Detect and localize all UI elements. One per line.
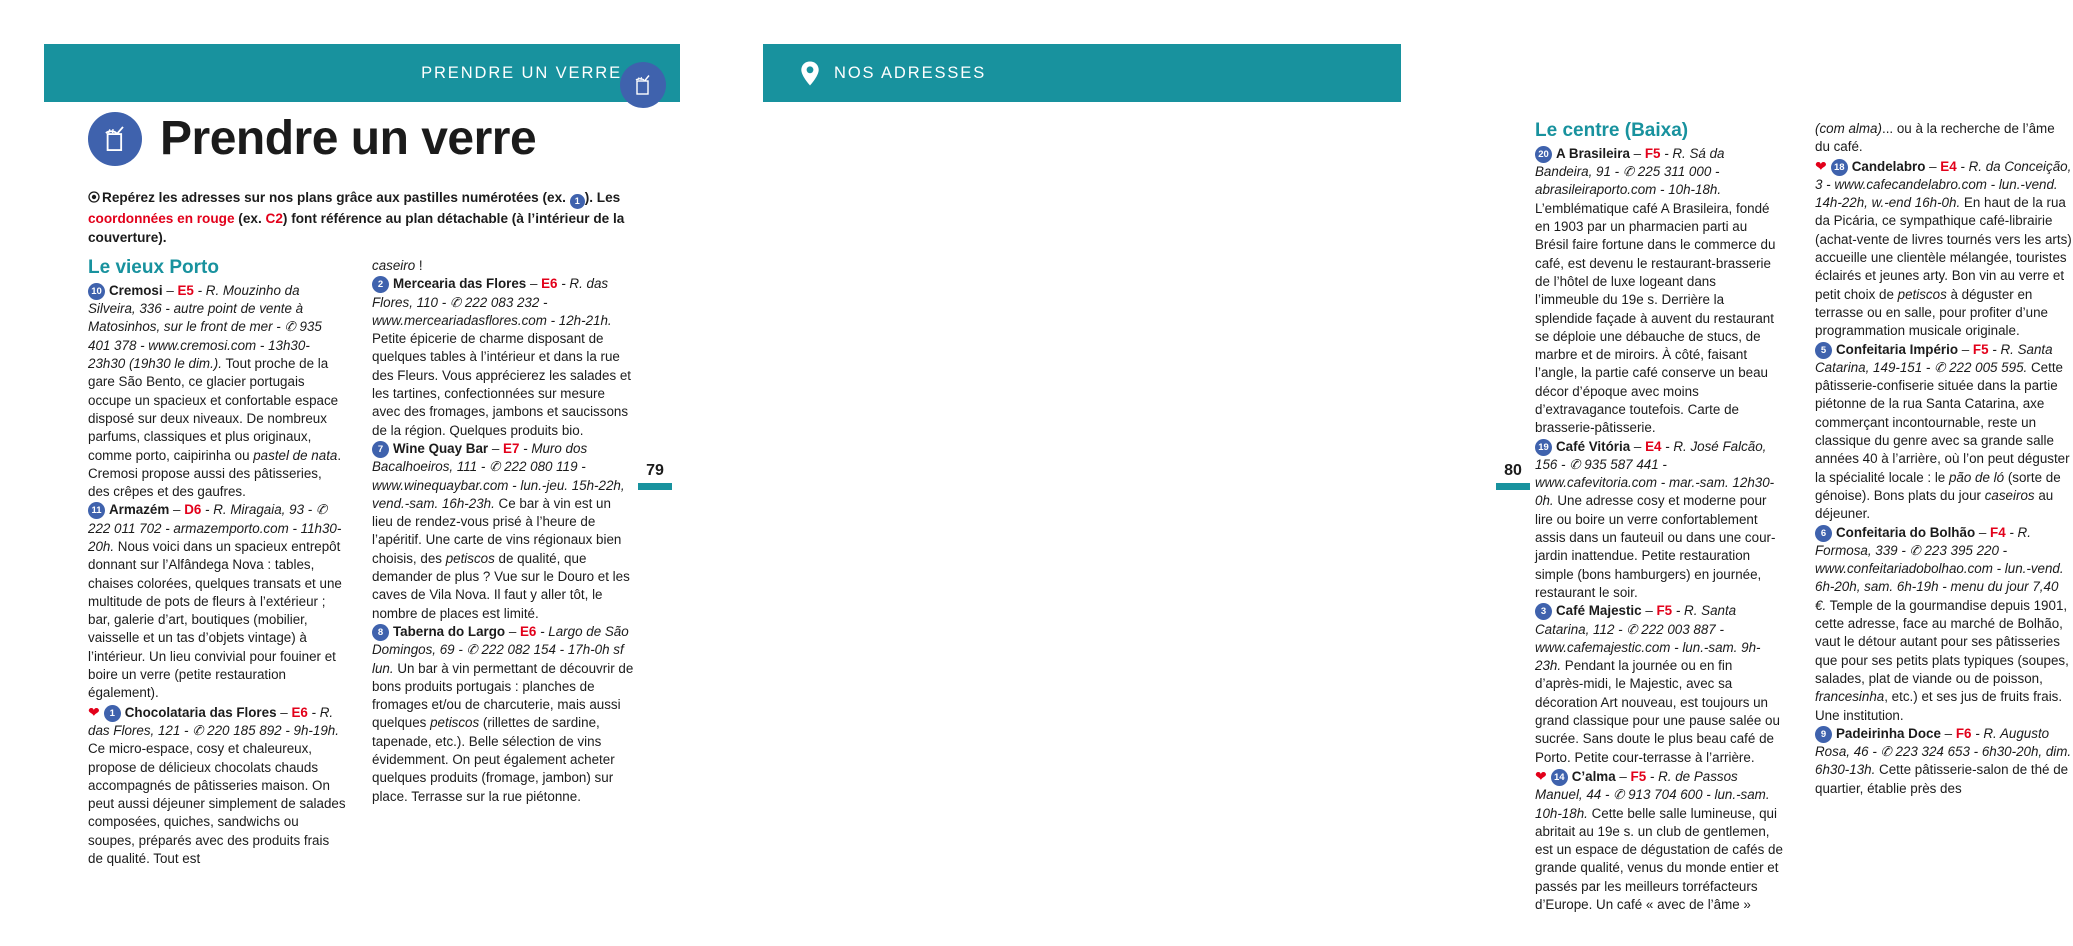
entry-map-code: E4 xyxy=(1645,438,1662,454)
entry-details-2: . xyxy=(2023,359,2028,375)
heart-icon: ❤ xyxy=(1815,157,1827,174)
entry-calma-continued xyxy=(1815,120,2073,157)
entry-number: 10 xyxy=(88,283,105,300)
heart-icon: ❤ xyxy=(1535,767,1547,784)
entry-body-emphasis: (com alma) xyxy=(1815,121,1882,136)
entry-map-code: F5 xyxy=(1656,603,1673,619)
entry-details: - R. Miragaia, 93 - xyxy=(201,502,316,518)
entry-body: Nous voici dans un spacieux entrepôt donnant sur l’Alfândega Nova : tables, chaises colorées, quelques transats et une multitude de pots de fleurs à l’extérieur ; bar, galerie d’art, boutiques (mobilier, vaisselle et un tas d’objets vintage) à l’intérieur. Un lieu convivial pour fouiner et boire un verre (petite restauration également). xyxy=(88,539,342,701)
phone-icon: ✆ xyxy=(1626,621,1642,637)
entry-confeitaria-imperio: 5 Confeitaria Império – F5 - R. Santa Catarina, 149-151 - ✆ 222 005 595. Cette pâtisserie-confiserie située dans la partie piétonne de la rua Santa Catarina, axe commerçant incontournable, reste un classique du genre avec sa grande salle années 40 à l’arrière, où l’on peut déguster la spécialité locale : le pão de ló (sorte de génoise). Bons plats du jour caseiros au déjeuner. xyxy=(1815,341,2070,522)
entry-number: 3 xyxy=(1535,603,1552,620)
entry-wine-quay-bar: 7 Wine Quay Bar – E7 - Muro dos Bacalhoeiros, 111 - ✆ 222 080 119 - www.winequaybar.com - lun.-jeu. 15h-22h, vend.-sam. 16h-23h. Ce bar à vin est un lieu de rendez-vous prisé à l’heure de l’apéritif. Une carte de vins régionaux bien choisis, des petiscos de qualité, que demander de plus ? Vue sur le Douro et les caves de Vila Nova. Il faut y aller tôt, le nombre de places est limité. xyxy=(372,440,630,621)
entry-name: Confeitaria do Bolhão xyxy=(1836,524,1976,540)
phone-icon: ✆ xyxy=(1569,456,1585,472)
entry-details: - R. da Conceição, 3 - www.cafecandelabro.com - lun.-vend. 14h-22h, w.-end 16h-0h. xyxy=(1815,158,2072,211)
entry-map-code: E6 xyxy=(291,704,308,720)
phone-icon: ✆ xyxy=(489,459,505,475)
left-page-header xyxy=(44,44,680,102)
map-pin-icon xyxy=(799,60,821,87)
entry-cafe-majestic: 3 Café Majestic – F5 - R. Santa Catarina, 112 - ✆ 222 003 887 - www.cafemajestic.com - lun.-sam. 9h-23h. Pendant la journée ou en fin d’après-midi, le Majestic, avec sa décoration Art nouveau, est toujours un grand classique pour une pause salée ou sucrée. Sans doute le plus beau café de Porto. Petite cour-terrasse à l’arrière. xyxy=(1535,603,1780,765)
entry-chocolataria-continued xyxy=(372,257,634,275)
page-number-left-value: 79 xyxy=(646,462,664,479)
entry-number: 20 xyxy=(1535,146,1552,163)
entry-details: - R. Mouzinho da Silveira, 336 - autre point de vente à Matosinhos, sur le front de mer - xyxy=(88,282,304,335)
entry-phone: 220 185 892 xyxy=(207,722,282,738)
drink-icon xyxy=(620,62,666,108)
entry-body-a: Cette pâtisserie-confiserie située dans la partie piétonne de la rua Santa Catarina, axe commerçant incontournable, reste un classique du genre avec sa grande salle années 40 à l’arrière, où l’on peut déguster la spécialité locale : le xyxy=(1815,359,2070,485)
entry-number: 6 xyxy=(1815,525,1832,542)
entry-taberna-do-largo: 8 Taberna do Largo – E6 - Largo de São Domingos, 69 - ✆ 222 082 154 - 17h-0h sf lun. Un bar à vin permettant de découvrir de bons produits portugais : planches de fromages et/ou de charcuterie, mais aussi quelques petiscos (rillettes de sardine, tapenade, etc.). Belle sélection de vins évidemment. On peut également acheter quelques produits (fromage, jambon) sur place. Terrasse sur la rue piétonne. xyxy=(372,623,634,804)
entry-details-2: - www.cafemajestic.com - lun.-sam. 9h-23h. xyxy=(1535,621,1761,674)
entry-body-b: de qualité, que demander de plus ? Vue sur le Douro et les caves de Vila Nova. Il faut y aller tôt, le nombre de places est limité. xyxy=(372,550,630,621)
intro-note xyxy=(88,188,636,248)
entry-phone: 225 311 000 xyxy=(1637,164,1712,180)
phone-icon: ✆ xyxy=(1934,359,1950,375)
entry-phone: 223 324 653 xyxy=(1895,744,1970,760)
page-number-right-value: 80 xyxy=(1504,462,1522,479)
right-page xyxy=(723,0,2072,946)
entry-cafe-vitoria: 19 Café Vitória – E4 - R. José Falcão, 156 - ✆ 935 587 441 - www.cafevitoria.com - mar.-sam. 12h30-0h. Une adresse cosy et moderne pour lire ou boire un verre confortablement assis dans un fauteuil ou dans une cour-jardin inattendue. Petite restauration simple (bons hamburgers) en journée, restaurant le soir. xyxy=(1535,438,1776,600)
left-column-2 xyxy=(372,257,634,806)
entry-phone: 935 401 378 xyxy=(88,319,322,353)
entry-details: - R. Augusto Rosa, 46 - xyxy=(1815,725,2050,760)
right-column-2 xyxy=(1815,120,2073,798)
entry-map-code: E6 xyxy=(519,623,537,639)
phone-icon: ✆ xyxy=(1880,744,1896,760)
entry-body: Pendant la journée ou en fin d’après-midi, le Majestic, avec sa décoration Art nouveau, est toujours un grand classique pour une pause salée ou sucrée. Sans doute le plus beau café de Porto. Petite cour-terrasse à l’arrière. xyxy=(1535,658,1780,765)
entry-details: - R. Santa Catarina, 149-151 - xyxy=(1815,341,2053,375)
entry-name: C’alma xyxy=(1571,768,1616,784)
entry-cremosi: 10 Cremosi – E5 - R. Mouzinho da Silveira, 336 - autre point de vente à Matosinhos, sur le front de mer - ✆ 935 401 378 - www.cremosi.com - 13h30-23h30 (19h30 le dim.). Tout proche de la gare São Bento, ce glacier portugais occupe un spacieux et confortable espace disposé sur deux niveaux. De nombreux parfums, classiques et plus originaux, comme porto, caipirinha ou pastel de nata. Cremosi propose aussi des pâtisseries, des crêpes et des gaufres. xyxy=(88,282,342,500)
entry-name: Café Vitória xyxy=(1556,438,1631,454)
entry-name: Wine Quay Bar xyxy=(393,440,489,456)
entry-details-2: - armazemporto.com - 11h30-20h. xyxy=(88,520,342,554)
entry-body-b: (rillettes de sardine, tapenade, etc.). Belle sélection de vins évidemment. On peut également acheter quelques produits (fromage, jambon) sur place. Terrasse sur la rue piétonne. xyxy=(372,715,615,804)
entry-body-emphasis: francesinha xyxy=(1815,689,1885,705)
entry-phone: 222 082 154 xyxy=(481,642,556,658)
entry-name: Taberna do Largo xyxy=(393,623,506,639)
entry-body-b: ... ou à la recherche de l’âme du café. xyxy=(1815,121,2055,155)
entry-body-emphasis: pão de ló xyxy=(1948,469,2005,485)
phone-icon: ✆ xyxy=(1622,164,1638,180)
entry-details: - R. Santa Catarina, 112 - xyxy=(1535,603,1737,637)
entry-a-brasileira: 20 A Brasileira – F5 - R. Sá da Bandeira, 91 - ✆ 225 311 000 - abrasileiraporto.com - 10h-18h. L’emblématique café A Brasileira, fondé en 1903 par un pharmacien parti au Brésil faire fortune dans le commerce du café, est devenu le restaurant-brasserie de l’hôtel de luxe logeant dans l’immeuble du 19e s. Derrière la splendide façade à auvent du restaurant se déploie une débauche de stucs, de marbre et de miroirs. À côté, faisant l’angle, la partie café conserve un beau décor d’époque avec moins d’extravagance toutefois. Carte de brasserie-pâtisserie. xyxy=(1535,145,1776,436)
entry-number: 8 xyxy=(372,624,389,641)
phone-icon: ✆ xyxy=(284,319,300,335)
entry-map-code: D6 xyxy=(184,502,202,518)
entry-details-2: - 17h-0h sf lun. xyxy=(372,642,624,676)
left-page xyxy=(0,0,722,946)
entry-body-a: Cette belle salle lumineuse, qui abritait au 19e s. un club de gentlemen, est un espace de dégustation de cafés de grande qualité, venus du monde entier et passés par les meilleurs torréfacteurs d’Europe. Un café « avec de l’âme » xyxy=(1535,805,1783,913)
entry-name: Armazém xyxy=(109,502,170,518)
section-heading-vieux-porto: Le vieux Porto xyxy=(88,257,219,278)
entry-details: - R. Formosa, 339 - xyxy=(1815,524,2031,558)
entry-body-a: En haut de la rua da Picária, ce sympathique café-librairie (achat-vente de livres tournés vers les arts) accueille une clientèle mélangée, touristes éclairés et jeunes arty. Bon vin au verre et petit choix de xyxy=(1815,195,2072,302)
entry-body-emphasis: pastel de nata xyxy=(253,447,338,463)
entry-number: 7 xyxy=(372,441,389,458)
entry-details-2: - 9h-19h. xyxy=(281,722,339,738)
entry-details-2: - www.winequaybar.com - lun.-jeu. 15h-22h, vend.-sam. 16h-23h. xyxy=(372,459,625,511)
entry-number: 2 xyxy=(372,276,389,293)
entry-body-c: au déjeuner. xyxy=(1815,487,2054,522)
entry-map-code: E6 xyxy=(541,276,558,292)
entry-body: Petite épicerie de charme disposant de quelques tables à l’intérieur et dans la rue des Fleurs. Vous apprécierez les salades et les tartines, confectionnées sur mesure avec des fromages, jambons et saucissons de la région. Quelques produits bio. xyxy=(372,331,632,438)
entry-calma: ❤ 14 C’alma – F5 - R. de Passos Manuel, 44 - ✆ 913 704 600 - lun.-sam. 10h-18h. Cette belle salle lumineuse, qui abritait au 19e s. un club de gentlemen, est un espace de dégustation de cafés de grande qualité, venus du monde entier et passés par les meilleurs torréfacteurs d’Europe. Un café « avec de l’âme » xyxy=(1535,767,1783,913)
entry-body-a: Ce bar à vin est un lieu de rendez-vous prisé à l’heure de l’apéritif. Une carte de vins régionaux bien choisis, des xyxy=(372,495,622,566)
entry-phone: 222 083 232 xyxy=(464,294,540,310)
intro-line1-b: ). xyxy=(584,190,594,205)
entry-number: 19 xyxy=(1535,439,1552,456)
phone-icon: ✆ xyxy=(449,294,465,310)
section-heading-le-centre: Le centre (Baixa) xyxy=(1535,120,1689,141)
entry-map-code: F5 xyxy=(1972,341,1989,357)
right-header-title: NOS ADRESSES xyxy=(834,63,987,82)
entry-name: Confeitaria Império xyxy=(1836,341,1959,357)
entry-map-code: F6 xyxy=(1955,725,1972,741)
entry-name: Cremosi xyxy=(109,282,163,298)
heart-icon: ❤ xyxy=(88,703,100,720)
phone-icon: ✆ xyxy=(192,722,208,738)
entry-map-code: E4 xyxy=(1940,158,1957,174)
entry-chocolataria-das-flores: ❤ 1 Chocolataria das Flores – E6 - R. das Flores, 121 - ✆ 220 185 892 - 9h-19h. Ce micro-espace, cosy et chaleureux, propose de délicieux chocolats chauds accompagnés de pâtisseries maison. On peut aussi déjeuner simplement de salades composées, quiches, sandwichs ou soupes, préparés avec des produits frais de qualité. Tout est xyxy=(88,703,346,867)
left-header-title: PRENDRE UN VERRE xyxy=(421,63,622,82)
entry-map-code: E5 xyxy=(177,282,194,298)
phone-icon: ✆ xyxy=(1613,787,1629,803)
entry-map-code: F5 xyxy=(1644,145,1661,161)
entry-body-a: Un bar à vin permettant de découvrir de bons produits portugais : planches de fromages et/ou de charcuterie, mais aussi quelques xyxy=(372,660,634,731)
entry-body-b: , etc.) et ses jus de fruits frais. Une institution. xyxy=(1815,689,2063,723)
entry-details-2: - lun.-sam. 10h-18h. xyxy=(1535,787,1770,821)
entry-details: - R. de Passos Manuel, 44 - xyxy=(1535,768,1738,803)
entry-body-b: à déguster en terrasse ou en salle, pour profiter d’une programmation musicale originale. xyxy=(1815,286,2048,339)
entry-number: 1 xyxy=(104,705,121,722)
entry-details-2: - abrasileiraporto.com - 10h-18h. xyxy=(1535,164,1722,198)
entry-body-a: Temple de la gourmandise depuis 1901, cette adresse, face au marché de Bolhão, vaut le détour autant pour ses pâtisseries que pour ses petits plats typiques (soupes, salades, plat de viande ou de poisson, xyxy=(1815,597,2069,686)
intro-line2-a: Les xyxy=(596,190,621,205)
entry-phone: 223 395 220 xyxy=(1924,542,1999,558)
page-number-left xyxy=(636,462,674,490)
page-title-row xyxy=(88,112,536,166)
entry-phone: 222 003 887 xyxy=(1641,621,1716,637)
page-number-right-rule xyxy=(1496,483,1530,490)
entry-details: - R. José Falcão, 156 - xyxy=(1535,438,1767,472)
left-column-1 xyxy=(88,257,346,868)
entry-body-b: (sorte de génoise). Bons plats du jour xyxy=(1815,469,2061,503)
entry-map-code: F5 xyxy=(1630,768,1647,784)
phone-icon: ✆ xyxy=(1909,542,1925,558)
entry-number: 11 xyxy=(88,502,105,519)
entry-name: Candelabro xyxy=(1851,158,1926,174)
entry-body-emphasis: petiscos xyxy=(430,715,480,731)
entry-body: Cette pâtisserie-salon de thé de quartier, établie près des xyxy=(1815,762,2069,796)
entry-details-2: - www.merceariadasflores.com - 12h-21h. xyxy=(372,294,612,328)
entry-details: - R. Sá da Bandeira, 91 - xyxy=(1535,145,1725,180)
intro-pastille: 1 xyxy=(570,194,585,209)
entry-phone: 222 005 595 xyxy=(1949,359,2024,375)
entry-map-code: E7 xyxy=(503,440,520,456)
entry-phone: 935 587 441 xyxy=(1584,456,1659,472)
page-title: Prendre un verre xyxy=(160,112,537,165)
entry-details-2: - 6h30-20h, dim. 6h30-13h. xyxy=(1815,744,2072,778)
entry-number: 9 xyxy=(1815,726,1832,743)
entry-confeitaria-do-bolhao: 6 Confeitaria do Bolhão – F4 - R. Formosa, 339 - ✆ 223 395 220 - www.confeitariadobolhao.com - lun.-vend. 6h-20h, sam. 6h-19h - menu du jour 7,40 €. Temple de la gourmandise depuis 1901, cette adresse, face au marché de Bolhão, vaut le détour autant pour ses pâtisseries que pour ses petits plats typiques (soupes, salades, plat de viande ou de poisson, francesinha, etc.) et ses jus de fruits frais. Une institution. xyxy=(1815,524,2069,723)
phone-icon: ✆ xyxy=(466,642,482,658)
entry-name: Mercearia das Flores xyxy=(393,276,527,292)
entry-phone: 222 011 702 xyxy=(88,520,162,536)
entry-body-emphasis: petiscos xyxy=(445,550,495,566)
entry-number: 5 xyxy=(1815,342,1832,359)
entry-details: - R. das Flores, 110 - xyxy=(372,276,609,310)
intro-code-example: C2 xyxy=(265,211,283,226)
entry-body-emphasis: caseiro xyxy=(372,258,416,273)
entry-details: - Largo de São Domingos, 69 - xyxy=(372,623,629,658)
entry-details-2: - www.cremosi.com - 13h30-23h30 (19h30 le dim.). xyxy=(88,337,310,372)
entry-details: - Muro dos Bacalhoeiros, 111 - xyxy=(372,440,588,475)
entry-body: Ce micro-espace, cosy et chaleureux, propose de délicieux chocolats chauds accompagnés de pâtisseries maison. On peut aussi déjeuner simplement de salades composées, quiches, sandwichs ou soupes, préparés avec des produits frais de qualité. Tout est xyxy=(88,741,346,867)
right-page-header xyxy=(763,44,1401,102)
entry-candelabro: ❤ 18 Candelabro – E4 - R. da Conceição, 3 - www.cafecandelabro.com - lun.-vend. 14h-22h, w.-end 16h-0h. En haut de la rua da Picária, ce sympathique café-librairie (achat-vente de livres tournés vers les arts) accueille une clientèle mélangée, touristes éclairés et jeunes arty. Bon vin au verre et petit choix de petiscos à déguster en terrasse ou en salle, pour profiter d’une programmation musicale originale. xyxy=(1815,157,2072,339)
phone-icon: ✆ xyxy=(315,502,328,518)
entry-armazem: 11 Armazém – D6 - R. Miragaia, 93 - ✆ 222 011 702 - armazemporto.com - 11h30-20h. Nous voici dans un spacieux entrepôt donnant sur l’Alfândega Nova : tables, chaises colorées, quelques transats et une multitude de pots de fleurs à l’extérieur ; bar, galerie d’art, boutiques (mobilier, vaisselle et un tas d’objets vintage) à l’intérieur. Un lieu convivial pour fouiner et boire un verre (petite restauration également). xyxy=(88,502,342,701)
eye-icon xyxy=(88,189,100,208)
entry-name: Chocolataria das Flores xyxy=(124,704,277,720)
entry-padeirinha-doce: 9 Padeirinha Doce – F6 - R. Augusto Rosa, 46 - ✆ 223 324 653 - 6h30-20h, dim. 6h30-13h. Cette pâtisserie-salon de thé de quartier, établie près des xyxy=(1815,725,2072,796)
entry-number: 14 xyxy=(1551,769,1568,786)
entry-body-emphasis-2: caseiros xyxy=(1984,487,2035,503)
page-number-left-rule xyxy=(638,483,672,490)
entry-body-emphasis: petiscos xyxy=(1897,286,1947,302)
intro-line1-a: Repérez les adresses sur nos plans grâce aux pastilles numérotées (ex. xyxy=(102,190,570,205)
entry-number: 18 xyxy=(1831,159,1848,176)
intro-line2-c: ) font référence au plan détachable (à l’intérieur de la couverture). xyxy=(88,211,625,246)
drink-title-icon xyxy=(88,112,142,166)
entry-name: Padeirinha Doce xyxy=(1836,725,1941,741)
intro-line2-b: (ex. xyxy=(234,211,266,226)
entry-body-a: Tout proche de la gare São Bento, ce glacier portugais occupe un spacieux et confortable espace disposé sur deux niveaux. De nombreux parfums, classiques et plus originaux, comme porto, caipirinha ou xyxy=(88,356,339,463)
entry-body: Une adresse cosy et moderne pour lire ou boire un verre confortablement assis dans un fauteuil ou dans une cour-jardin inattendue. Petite restauration simple (bons hamburgers) en journée, restaurant le soir. xyxy=(1535,493,1776,600)
right-column-1 xyxy=(1535,120,1783,914)
entry-name: A Brasileira xyxy=(1556,145,1630,161)
entry-details-2: - www.cafevitoria.com - mar.-sam. 12h30-0h. xyxy=(1535,456,1775,509)
entry-map-code: F4 xyxy=(1990,524,2006,540)
entry-details-2: - www.confeitariadobolhao.com - lun.-vend. 6h-20h, sam. 6h-19h - menu du jour 7,40 €. xyxy=(1815,542,2064,613)
page-number-right xyxy=(1494,462,1532,490)
entry-phone: 222 080 119 xyxy=(504,459,578,475)
entry-body-a: L’emblématique café A Brasileira, fondé en 1903 par un pharmacien parti au Brésil faire fortune dans le commerce du café, est devenu le restaurant-brasserie de l’hôtel de luxe logeant dans l’immeuble du 19e s. Derrière la splendide façade à auvent du restaurant se déploie une débauche de stucs, de marbre et de miroirs. À côté, faisant l’angle, la partie café conserve un beau décor d’époque avec moins d’extravagance toutefois. Carte de brasserie-pâtisserie. xyxy=(1535,200,1776,436)
intro-red-phrase: coordonnées en rouge xyxy=(88,211,235,226)
entry-body-end: ! xyxy=(415,258,423,273)
entry-details: - R. das Flores, 121 - xyxy=(88,704,334,738)
entry-phone: 913 704 600 xyxy=(1628,787,1703,803)
entry-mercearia-das-flores: 2 Mercearia das Flores – E6 - R. das Flores, 110 - ✆ 222 083 232 - www.merceariadasflores.com - 12h-21h. Petite épicerie de charme disposant de quelques tables à l’intérieur et dans la rue des Fleurs. Vous apprécierez les salades et les tartines, confectionnées sur mesure avec des fromages, jambons et saucissons de la région. Quelques produits bio. xyxy=(372,276,632,438)
entry-name: Café Majestic xyxy=(1556,603,1642,619)
entry-body-b: . Cremosi propose aussi des pâtisseries, des crêpes et des gaufres. xyxy=(88,447,342,500)
